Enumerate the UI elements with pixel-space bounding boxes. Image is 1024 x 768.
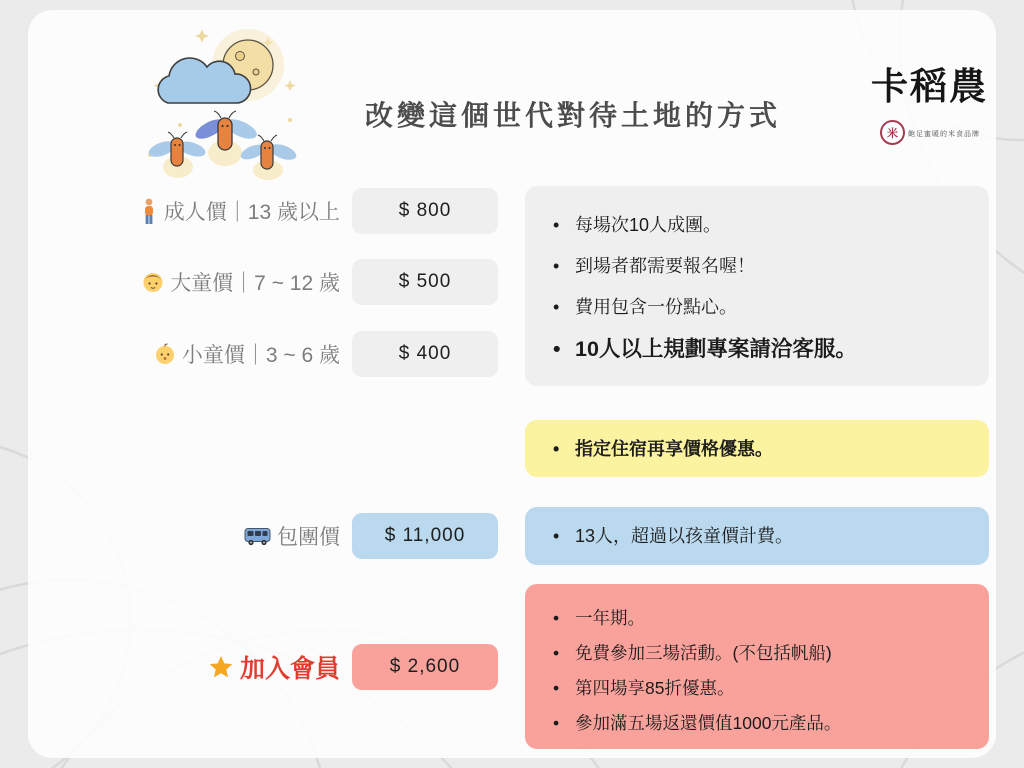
- price-row-adult: [80, 188, 340, 234]
- price-row-label: 包團價: [277, 526, 340, 549]
- price-row-label: 小童價｜3 ~ 6 歲: [181, 344, 340, 367]
- firefly: [239, 135, 299, 180]
- price-value-young-child: $ 400: [352, 331, 498, 377]
- lodging-discount-box: [525, 420, 989, 477]
- rule-item: • 13人，超過以孩童價計費。: [551, 524, 793, 548]
- baby-face-icon: [154, 343, 176, 365]
- price-value-adult: $ 800: [352, 188, 498, 234]
- price-value-older-child: $ 500: [352, 259, 498, 305]
- price-row-group: [80, 513, 340, 559]
- rule-item: • 免費參加三場活動。(不包括帆船): [551, 641, 965, 665]
- firefly-night-illustration: [140, 25, 310, 180]
- price-row-label: 大童價｜7 ~ 12 歲: [170, 272, 340, 295]
- price-row-label: 加入會員: [239, 655, 340, 683]
- rule-item: • 每場次10人成團。: [551, 213, 965, 237]
- price-value-group: $ 11,000: [352, 513, 498, 559]
- brand-seal-icon: 米: [880, 120, 905, 145]
- rule-item: • 費用包含一份點心。: [551, 295, 965, 319]
- brand-logo: 卡稻農: [871, 64, 988, 108]
- price-row-older-child: [80, 259, 340, 305]
- general-rules-box: [525, 186, 989, 386]
- rule-item: • 指定住宿再享價格優惠。: [551, 437, 773, 461]
- rule-item: • 一年期。: [551, 606, 965, 630]
- firefly: [147, 132, 208, 178]
- rule-item: • 第四場享85折優惠。: [551, 676, 965, 700]
- pricing-card: [28, 10, 996, 758]
- membership-benefits-box: [525, 584, 989, 749]
- price-row-member: [80, 640, 340, 694]
- price-row-label: 成人價｜13 歲以上: [163, 201, 340, 224]
- page-title: 改變這個世代對待土地的方式: [364, 100, 781, 131]
- star-icon: [208, 654, 234, 680]
- group-note-box: [525, 507, 989, 565]
- adult-person-icon: [140, 198, 158, 225]
- boy-face-icon: [142, 271, 164, 293]
- rule-item: • 參加滿五場返還價值1000元產品。: [551, 711, 965, 735]
- price-value-member: $ 2,600: [352, 644, 498, 690]
- rule-item: • 到場者都需要報名喔！: [551, 254, 965, 278]
- price-row-young-child: [80, 331, 340, 377]
- rule-item-highlight: • 10人以上規劃專案請洽客服。: [551, 336, 965, 362]
- bus-icon: [244, 526, 271, 546]
- brand-tagline: 飽足蜜暖的米食品牌: [908, 131, 980, 138]
